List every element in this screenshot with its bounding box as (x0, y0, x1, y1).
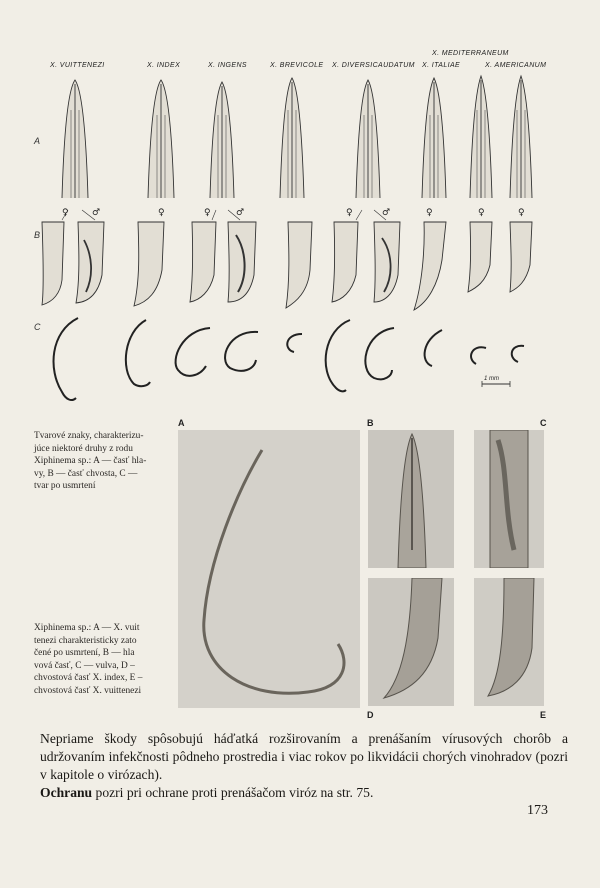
panel-label-d: D (367, 710, 374, 720)
head-drawing-italiae (422, 78, 446, 198)
figure1-caption (34, 430, 170, 493)
body-shape-brevicole (287, 334, 302, 352)
tail-drawing-italiae (414, 222, 446, 310)
tail-drawing-brevicole (286, 222, 312, 308)
body-shape-ingens-b (225, 332, 258, 371)
body-shape-italiae (425, 330, 442, 366)
species-label-italiae: X. ITALIAE (422, 62, 461, 69)
species-label-brevicole: X. BREVICOLE (270, 62, 324, 69)
panel-label-e: E (540, 710, 547, 720)
tail-drawing-americanum (510, 222, 532, 292)
photo-panel-d (368, 578, 454, 706)
tail-drawing-vuittenezi-male (76, 222, 104, 303)
female-symbol: ♀ (204, 208, 211, 218)
page-number: 173 (527, 803, 548, 818)
head-drawing-diversicaudatum (356, 80, 380, 198)
head-drawing-vuittenezi (62, 80, 88, 198)
body-shape-diversicaudatum-a (326, 320, 350, 391)
body-paragraph-2 (40, 784, 568, 802)
female-symbol: ♀ (478, 208, 485, 218)
photo-panel-c (474, 430, 544, 568)
body-paragraph-1: Nepriame škody spôsobujú háďatká rozširovaním a prenášaním vírusových chorôb a udržovaním infekčnosti pôdneho prostredia i viac rokov po likvidácii chorých vinohradov (pozri v kapitole o virózach). (40, 731, 568, 782)
photo-panel-a (178, 430, 360, 708)
female-symbol: ♀ (426, 208, 433, 218)
head-drawing-index (148, 80, 174, 198)
tail-drawing-mediterraneum (468, 222, 492, 292)
panel-label-c: C (540, 418, 547, 428)
tail-drawing-vuittenezi-female (42, 222, 64, 305)
male-symbol: ♂ (382, 208, 391, 218)
head-drawing-brevicole (280, 78, 304, 198)
figure1-caption-text: Tvarové znaky, charakterizu- júce niektoré druhy z rodu Xiphinema sp.: A — časť hla- vy, B — časť chvosta, C — tvar po usmrtení (34, 431, 147, 492)
row-label-c: C (34, 322, 41, 332)
male-symbol: ♂ (236, 208, 245, 218)
species-label-mediterraneum: X. MEDITERRANEUM (432, 50, 509, 57)
body-shape-diversicaudatum-b (365, 328, 394, 379)
head-drawing-ingens (210, 82, 234, 198)
nematode-morphology-figure (40, 70, 570, 410)
body-shape-ingens-a (176, 328, 210, 376)
tail-drawing-diversicaudatum-male (374, 222, 400, 302)
tail-drawing-ingens-female (190, 222, 216, 302)
body-paragraph-2-rest: pozri pri ochrane proti prenášačom viróz na str. 75. (92, 785, 374, 800)
photo-panel-e (474, 578, 544, 706)
tail-drawing-diversicaudatum-female (332, 222, 358, 302)
head-drawing-mediterraneum (470, 76, 492, 198)
panel-label-a: A (178, 418, 185, 428)
female-symbol: ♀ (346, 208, 353, 218)
body-shape-index (126, 320, 150, 386)
figure2-caption (34, 622, 172, 698)
species-label-index: X. INDEX (147, 62, 181, 69)
row-label-b: B (34, 230, 41, 240)
species-label-vuittenezi: X. VUITTENEZI (50, 62, 105, 69)
species-label-americanum: X. AMERICANUM (485, 62, 547, 69)
female-symbol: ♀ (518, 208, 525, 218)
photo-panel-b (368, 430, 454, 568)
species-label-diversicaudatum: X. DIVERSICAUDATUM (332, 62, 415, 69)
body-shape-mediterraneum (471, 347, 486, 364)
species-label-ingens: X. INGENS (208, 62, 247, 69)
body-shape-vuittenezi (54, 318, 78, 400)
row-label-a: A (34, 136, 41, 146)
body-shape-americanum (512, 346, 524, 362)
tail-drawing-index (134, 222, 164, 306)
female-symbol: ♀ (62, 208, 69, 218)
male-symbol: ♂ (92, 208, 101, 218)
scale-label: 1 mm (484, 376, 499, 382)
head-drawing-americanum (510, 76, 532, 198)
female-symbol: ♀ (158, 208, 165, 218)
tail-drawing-ingens-male (228, 222, 256, 302)
body-text (40, 730, 568, 802)
body-paragraph-2-bold: Ochranu (40, 785, 93, 800)
figure2-caption-text: Xiphinema sp.: A — X. vuit tenezi charakteristicky zato čené po usmrtení, B — hla vová časť, C — vulva, D – chvostová časť X. index, E – chvostová časť X. vuittenezi (34, 623, 143, 696)
panel-label-b: B (367, 418, 374, 428)
